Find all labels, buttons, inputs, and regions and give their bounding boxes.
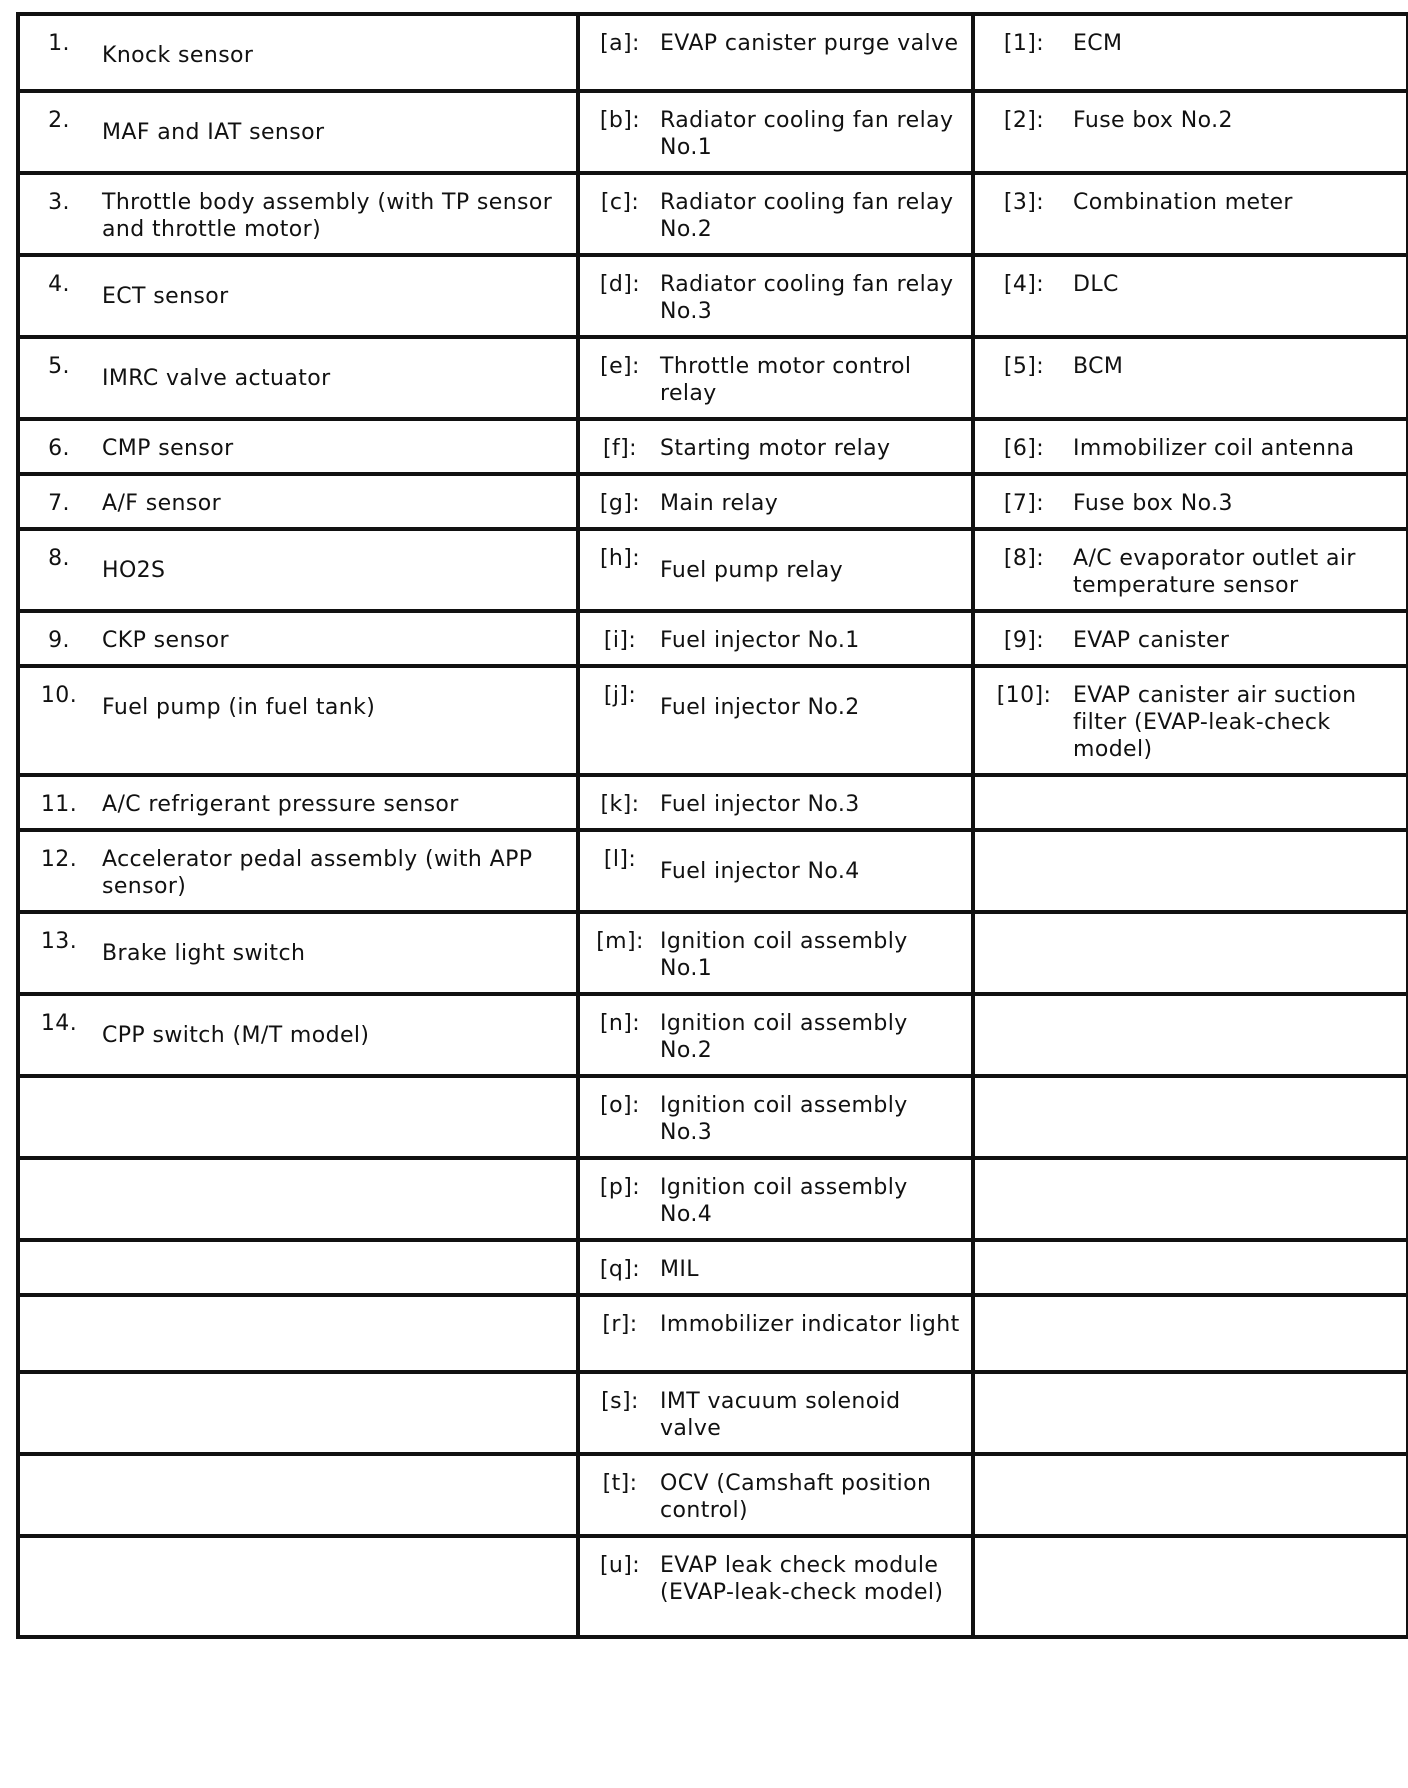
item-code: [6]: xyxy=(1003,436,1045,461)
item-code: [j]: xyxy=(603,683,637,708)
module-cell xyxy=(973,91,1408,173)
letter-cell xyxy=(578,994,973,1076)
item-label: Radiator cooling fan relay No.2 xyxy=(660,190,954,242)
item-label: CPP switch (M/T model) xyxy=(102,1023,370,1048)
item-label: IMT vacuum solenoid valve xyxy=(660,1389,901,1441)
component-cell xyxy=(18,173,578,255)
item-code: [1]: xyxy=(1003,31,1045,56)
empty-cell xyxy=(973,1454,1408,1536)
item-label: EVAP leak check module (EVAP-leak-check model) xyxy=(660,1553,944,1605)
item-label: Radiator cooling fan relay No.3 xyxy=(660,272,954,324)
item-label: Fuel injector No.1 xyxy=(660,628,860,653)
table-row xyxy=(18,830,1408,912)
item-code: [p]: xyxy=(599,1175,641,1200)
item-label: Throttle body assembly (with TP sensor and throttle motor) xyxy=(102,190,553,242)
item-number: 2. xyxy=(48,108,70,133)
item-code: [g]: xyxy=(599,491,641,516)
letter-cell xyxy=(578,337,973,419)
component-cell xyxy=(18,14,578,91)
component-cell xyxy=(18,474,578,529)
item-code: [3]: xyxy=(1003,190,1045,215)
letter-cell xyxy=(578,666,973,775)
empty-cell xyxy=(973,830,1408,912)
empty-cell xyxy=(18,1536,578,1637)
empty-cell xyxy=(973,775,1408,830)
item-number: 7. xyxy=(48,491,70,516)
module-cell xyxy=(973,14,1408,91)
table-row xyxy=(18,912,1408,994)
empty-cell xyxy=(18,1454,578,1536)
component-cell xyxy=(18,994,578,1076)
table-row xyxy=(18,14,1408,91)
table-row xyxy=(18,1454,1408,1536)
item-code: [2]: xyxy=(1003,108,1045,133)
letter-cell xyxy=(578,1372,973,1454)
item-label: Throttle motor control relay xyxy=(660,354,912,406)
letter-cell xyxy=(578,1454,973,1536)
letter-cell xyxy=(578,255,973,337)
item-label: A/C evaporator outlet air temperature sensor xyxy=(1073,546,1356,598)
item-label: Combination meter xyxy=(1073,190,1293,215)
table-row xyxy=(18,1372,1408,1454)
item-number: 3. xyxy=(48,190,70,215)
table-row xyxy=(18,474,1408,529)
item-number: 14. xyxy=(40,1011,78,1036)
module-cell xyxy=(973,611,1408,666)
table-row xyxy=(18,337,1408,419)
table-row xyxy=(18,1076,1408,1158)
item-label: Radiator cooling fan relay No.1 xyxy=(660,108,954,160)
empty-cell xyxy=(973,1076,1408,1158)
letter-cell xyxy=(578,419,973,474)
item-number: 11. xyxy=(40,792,78,817)
item-label: MIL xyxy=(660,1257,699,1282)
empty-cell xyxy=(973,1372,1408,1454)
item-label: Immobilizer coil antenna xyxy=(1073,436,1355,461)
item-label: IMRC valve actuator xyxy=(102,366,331,391)
item-code: [d]: xyxy=(599,272,641,297)
item-label: EVAP canister air suction filter (EVAP-leak-check model) xyxy=(1073,683,1357,762)
table-row xyxy=(18,529,1408,611)
module-cell xyxy=(973,419,1408,474)
table-row xyxy=(18,1536,1408,1637)
empty-cell xyxy=(18,1372,578,1454)
table-row xyxy=(18,611,1408,666)
item-number: 9. xyxy=(48,628,70,653)
letter-cell xyxy=(578,1158,973,1240)
item-code: [f]: xyxy=(603,436,637,461)
table-row xyxy=(18,1295,1408,1372)
item-code: [9]: xyxy=(1003,628,1045,653)
letter-cell xyxy=(578,912,973,994)
item-label: Fuel injector No.3 xyxy=(660,792,860,817)
table-row xyxy=(18,1158,1408,1240)
table-row xyxy=(18,91,1408,173)
item-label: Fuel pump relay xyxy=(660,558,844,583)
item-label: Fuel injector No.4 xyxy=(660,859,860,884)
table-row xyxy=(18,255,1408,337)
empty-cell xyxy=(973,1240,1408,1295)
item-code: [b]: xyxy=(599,108,641,133)
item-code: [8]: xyxy=(1003,546,1045,571)
table-row xyxy=(18,994,1408,1076)
item-number: 1. xyxy=(48,31,70,56)
item-number: 13. xyxy=(40,929,78,954)
item-label: MAF and IAT sensor xyxy=(102,120,325,145)
table-row xyxy=(18,1240,1408,1295)
item-number: 8. xyxy=(48,546,70,571)
component-cell xyxy=(18,611,578,666)
item-number: 6. xyxy=(48,436,70,461)
letter-cell xyxy=(578,1076,973,1158)
component-cell xyxy=(18,666,578,775)
item-number: 4. xyxy=(48,272,70,297)
item-label: Ignition coil assembly No.1 xyxy=(660,929,908,981)
item-code: [u]: xyxy=(599,1553,641,1578)
component-cell xyxy=(18,91,578,173)
empty-cell xyxy=(973,1158,1408,1240)
module-cell xyxy=(973,337,1408,419)
table-row xyxy=(18,775,1408,830)
component-cell xyxy=(18,775,578,830)
empty-cell xyxy=(18,1295,578,1372)
letter-cell xyxy=(578,1240,973,1295)
item-code: [5]: xyxy=(1003,354,1045,379)
item-code: [e]: xyxy=(600,354,640,379)
item-code: [q]: xyxy=(599,1257,641,1282)
item-label: Fuel pump (in fuel tank) xyxy=(102,695,376,720)
item-code: [c]: xyxy=(600,190,640,215)
item-label: EVAP canister xyxy=(1073,628,1230,653)
item-label: A/F sensor xyxy=(102,491,222,516)
module-cell xyxy=(973,666,1408,775)
letter-cell xyxy=(578,1295,973,1372)
item-label: OCV (Camshaft position control) xyxy=(660,1471,932,1523)
empty-cell xyxy=(973,912,1408,994)
item-label: ECM xyxy=(1073,31,1123,56)
empty-cell xyxy=(18,1158,578,1240)
table-row xyxy=(18,173,1408,255)
item-label: Main relay xyxy=(660,491,779,516)
module-cell xyxy=(973,173,1408,255)
component-cell xyxy=(18,529,578,611)
item-label: CMP sensor xyxy=(102,436,234,461)
component-cell xyxy=(18,337,578,419)
letter-cell xyxy=(578,1536,973,1637)
item-code: [r]: xyxy=(602,1312,638,1337)
table-row xyxy=(18,419,1408,474)
item-number: 12. xyxy=(40,847,78,872)
module-cell xyxy=(973,255,1408,337)
letter-cell xyxy=(578,775,973,830)
item-label: A/C refrigerant pressure sensor xyxy=(102,792,459,817)
item-label: Fuel injector No.2 xyxy=(660,695,860,720)
empty-cell xyxy=(973,994,1408,1076)
item-label: Fuse box No.3 xyxy=(1073,491,1233,516)
item-number: 10. xyxy=(40,683,78,708)
item-code: [4]: xyxy=(1003,272,1045,297)
empty-cell xyxy=(973,1295,1408,1372)
item-label: DLC xyxy=(1073,272,1119,297)
letter-cell xyxy=(578,474,973,529)
item-code: [m]: xyxy=(596,929,644,954)
item-label: EVAP canister purge valve xyxy=(660,31,959,56)
letter-cell xyxy=(578,611,973,666)
module-cell xyxy=(973,474,1408,529)
item-label: Immobilizer indicator light xyxy=(660,1312,960,1337)
item-label: HO2S xyxy=(102,558,166,583)
letter-cell xyxy=(578,173,973,255)
letter-cell xyxy=(578,830,973,912)
item-label: Fuse box No.2 xyxy=(1073,108,1233,133)
letter-cell xyxy=(578,91,973,173)
item-label: ECT sensor xyxy=(102,284,229,309)
component-cell xyxy=(18,830,578,912)
item-code: [o]: xyxy=(600,1093,640,1118)
item-label: Brake light switch xyxy=(102,941,306,966)
item-code: [k]: xyxy=(600,792,640,817)
item-label: BCM xyxy=(1073,354,1124,379)
item-code: [n]: xyxy=(599,1011,641,1036)
empty-cell xyxy=(973,1536,1408,1637)
module-cell xyxy=(973,529,1408,611)
item-code: [h]: xyxy=(599,546,641,571)
item-label: Ignition coil assembly No.2 xyxy=(660,1011,908,1063)
empty-cell xyxy=(18,1240,578,1295)
item-label: CKP sensor xyxy=(102,628,229,653)
item-label: Knock sensor xyxy=(102,43,254,68)
item-code: [a]: xyxy=(600,31,640,56)
item-label: Ignition coil assembly No.3 xyxy=(660,1093,908,1145)
item-label: Ignition coil assembly No.4 xyxy=(660,1175,908,1227)
letter-cell xyxy=(578,14,973,91)
item-code: [10]: xyxy=(996,683,1052,708)
item-label: Starting motor relay xyxy=(660,436,891,461)
component-cell xyxy=(18,255,578,337)
component-cell xyxy=(18,912,578,994)
item-label: Accelerator pedal assembly (with APP sensor) xyxy=(102,847,533,899)
component-cell xyxy=(18,419,578,474)
item-number: 5. xyxy=(48,354,70,379)
item-code: [i]: xyxy=(603,628,637,653)
empty-cell xyxy=(18,1076,578,1158)
table-row xyxy=(18,666,1408,775)
item-code: [t]: xyxy=(602,1471,638,1496)
item-code: [s]: xyxy=(601,1389,639,1414)
item-code: [7]: xyxy=(1003,491,1045,516)
letter-cell xyxy=(578,529,973,611)
component-legend-table xyxy=(16,12,1408,1639)
item-code: [l]: xyxy=(603,847,637,872)
